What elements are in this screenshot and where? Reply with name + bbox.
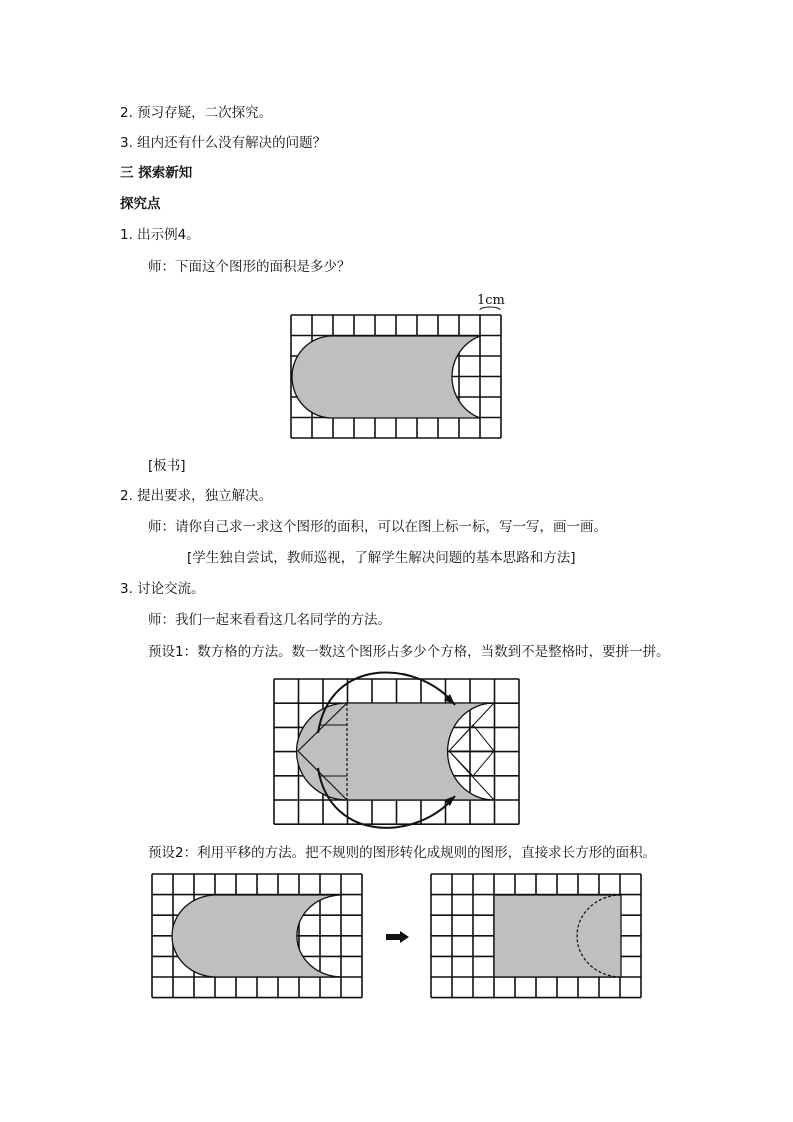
figure-translate-after bbox=[429, 873, 644, 1003]
teacher-question: 师：下面这个图形的面积是多少？ bbox=[148, 259, 351, 275]
blackboard-note: [板书] bbox=[148, 458, 186, 474]
activity-note: [学生独自尝试，教师巡视，了解学生解决问题的基本思路和方法] bbox=[187, 550, 576, 566]
figure-example-4 bbox=[290, 292, 505, 442]
figure-count-squares bbox=[272, 670, 524, 830]
unit-label: 1cm bbox=[477, 293, 505, 308]
teacher-discussion: 师：我们一起来看看这几名同学的方法。 bbox=[148, 612, 391, 628]
step-3: 3. 讨论交流。 bbox=[120, 581, 205, 597]
subheading: 探究点 bbox=[120, 196, 161, 212]
text-item-3: 3. 组内还有什么没有解决的问题？ bbox=[120, 135, 327, 151]
step-2: 2. 提出要求，独立解决。 bbox=[120, 488, 273, 504]
figure-translate-before bbox=[150, 873, 365, 1003]
preset-2: 预设2：利用平移的方法。把不规则的图形转化成规则的图形，直接求长方形的面积。 bbox=[148, 845, 657, 861]
teacher-instruction: 师：请你自己求一求这个图形的面积，可以在图上标一标，写一写，画一画。 bbox=[148, 519, 607, 535]
section-heading: 三 探索新知 bbox=[120, 165, 193, 181]
arrow-icon bbox=[385, 930, 410, 945]
text-item-2: 2. 预习存疑，二次探究。 bbox=[120, 105, 273, 121]
preset-1: 预设1：数方格的方法。数一数这个图形占多少个方格，当数到不是整格时，要拼一拼。 bbox=[148, 644, 670, 660]
step-1: 1. 出示例4。 bbox=[120, 227, 200, 243]
